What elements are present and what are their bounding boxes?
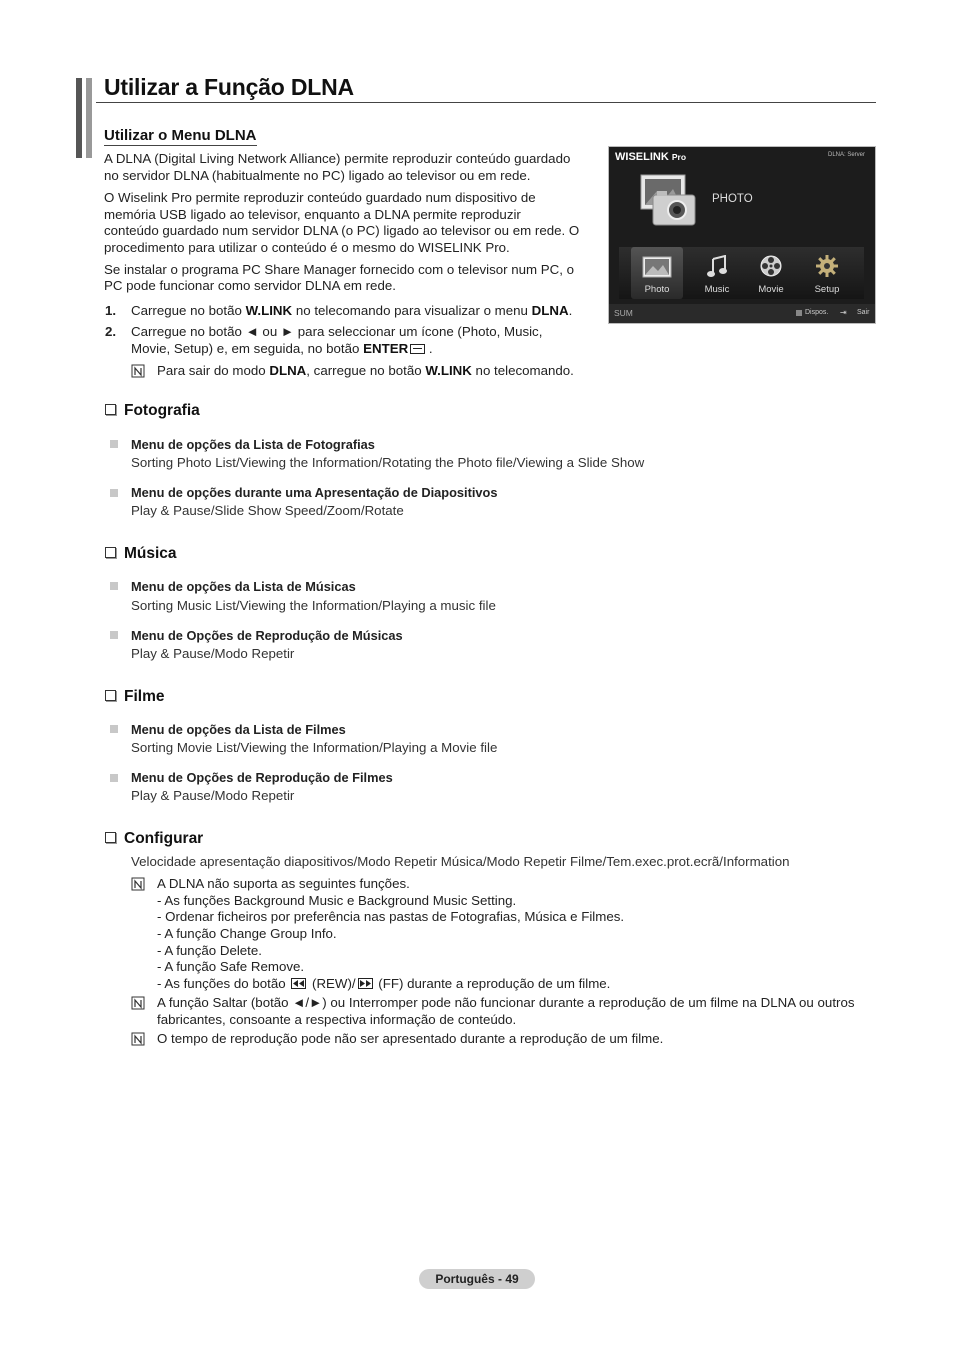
wiselink-screen [608, 146, 876, 324]
note-icon [131, 364, 145, 378]
intro-line: memória USB ligado ao televisor, enquanto a DLNA permite reproduzir [104, 207, 521, 222]
dlna-server-label: DLNA: Server [827, 152, 865, 158]
media-icon-row [619, 247, 864, 299]
intro-line: procedimento para utilizar o conteúdo é o mesmo do WISELINK Pro. [104, 240, 510, 255]
note-icon [131, 877, 145, 891]
bullet-square-icon [110, 774, 118, 782]
step-number: 1. [105, 303, 117, 318]
photo-title-label: PHOTO [712, 193, 753, 205]
note-icon [131, 996, 145, 1010]
bullet-square-icon [110, 725, 118, 733]
section-heading-fotografia: Fotografia [105, 402, 200, 420]
sum-label: SUM [614, 308, 633, 318]
section-heading-musica: Música [105, 545, 177, 563]
photo-camera-icon [637, 169, 701, 233]
list-item: - As funções Background Music e Background Music Setting. [157, 893, 517, 908]
fast-forward-button-icon [358, 978, 373, 989]
intro-line: Se instalar o programa PC Share Manager fornecido com o televisor num PC, o [104, 262, 575, 277]
checkbox-square-icon [105, 690, 116, 701]
bullet-square-icon [110, 489, 118, 497]
item-text: Play & Pause/Slide Show Speed/Zoom/Rotate [131, 503, 404, 518]
sair-label: Sair [857, 309, 870, 316]
bullet-square-icon [110, 631, 118, 639]
item-title: Menu de opções durante uma Apresentação de Diapositivos [131, 485, 498, 500]
tv-item-movie[interactable] [745, 247, 797, 299]
item-title: Menu de opções da Lista de Filmes [131, 722, 346, 737]
section-heading-configurar: Configurar [105, 830, 203, 848]
note-text: Para sair do modo DLNA, carregue no botão W.LINK no telecomando. [157, 363, 574, 378]
checkbox-square-icon [105, 404, 116, 415]
item-title: Menu de Opções de Reprodução de Músicas [131, 628, 403, 643]
item-title: Menu de opções da Lista de Músicas [131, 579, 356, 594]
title-divider [96, 102, 876, 103]
list-item: - A função Change Group Info. [157, 926, 337, 941]
bullet-square-icon [110, 582, 118, 590]
note-text: A DLNA não suporta as seguintes funções. [157, 876, 410, 891]
intro-line: O Wiselink Pro permite reproduzir conteúdo guardado num dispositivo de [104, 190, 536, 205]
tv-item-music[interactable] [691, 247, 743, 299]
intro-line: conteúdo guardado num servidor DLNA (o PC) ligado ao televisor ou em rede. O [104, 223, 580, 238]
screen-footer [609, 304, 875, 323]
intro-line: A DLNA (Digital Living Network Alliance) permite reproduzir conteúdo guardado [104, 151, 571, 166]
section-heading-filme: Filme [105, 688, 164, 706]
step-1-text: Carregue no botão W.LINK no telecomando para visualizar o menu DLNA. [131, 303, 573, 318]
checkbox-square-icon [105, 547, 116, 558]
list-item: - Ordenar ficheiros por preferência nas pastas de Fotografias, Música e Filmes. [157, 909, 625, 924]
item-text: Sorting Music List/Viewing the Information/Playing a music file [131, 598, 496, 613]
exit-icon: ⇥ [840, 308, 847, 317]
step-number: 2. [105, 324, 117, 339]
rewind-button-icon [291, 978, 306, 989]
tv-item-label: Photo [644, 284, 670, 295]
tv-item-label: Music [704, 284, 730, 295]
page-title: Utilizar a Função DLNA [104, 74, 354, 100]
dispos-label: Dispos. [805, 309, 829, 316]
title-bar-light [86, 78, 92, 158]
note-icon [131, 1032, 145, 1046]
tv-item-label: Movie [758, 284, 784, 295]
item-title: Menu de opções da Lista de Fotografias [131, 437, 375, 452]
step-2-line: Carregue no botão ◄ ou ► para seleccionar um ícone (Photo, Music, [131, 324, 543, 339]
section-subtitle: Utilizar o Menu DLNA [104, 127, 257, 144]
music-note-icon [706, 255, 728, 279]
note-text: A função Saltar (botão ◄/►) ou Interromper pode não funcionar durante a reprodução de um filme na DLNA ou outros [157, 995, 855, 1010]
title-bar-dark [76, 78, 82, 158]
item-text: Play & Pause/Modo Repetir [131, 646, 295, 661]
config-options-text: Velocidade apresentação diapositivos/Modo Repetir Música/Modo Repetir Filme/Tem.exec.prot.ecrã/Information [131, 854, 790, 869]
tv-item-photo[interactable] [631, 247, 683, 299]
item-text: Play & Pause/Modo Repetir [131, 788, 295, 803]
bullet-square-icon [110, 440, 118, 448]
intro-line: no servidor DLNA (habitualmente no PC) ligado ao televisor ou em rede. [104, 168, 531, 183]
list-item: - As funções do botão (REW)/ (FF) durante a reprodução de um filme. [157, 976, 611, 991]
enter-icon [410, 344, 425, 354]
gear-icon [815, 254, 839, 278]
item-text: Sorting Photo List/Viewing the Information/Rotating the Photo file/Viewing a Slide Show [131, 455, 645, 470]
wiselink-brand: WISELINK Pro [615, 151, 687, 163]
list-item: - A função Safe Remove. [157, 959, 305, 974]
step-2-line: Movie, Setup) e, em seguida, no botão ENTER . [131, 341, 433, 356]
note-text: O tempo de reprodução pode não ser apresentado durante a reprodução de um filme. [157, 1031, 664, 1046]
page-number: Português - 49 [419, 1269, 535, 1289]
photo-icon [642, 255, 672, 279]
note-text: fabricantes, consoante a respectiva informação de conteúdo. [157, 1012, 517, 1027]
intro-line: PC pode funcionar como servidor DLNA em rede. [104, 278, 396, 293]
item-title: Menu de Opções de Reprodução de Filmes [131, 770, 393, 785]
dispos-key-icon [796, 310, 802, 316]
tv-item-setup[interactable] [801, 247, 853, 299]
tv-item-label: Setup [814, 284, 840, 295]
film-reel-icon [760, 255, 782, 277]
checkbox-square-icon [105, 832, 116, 843]
list-item: - A função Delete. [157, 943, 262, 958]
item-text: Sorting Movie List/Viewing the Information/Playing a Movie file [131, 740, 498, 755]
